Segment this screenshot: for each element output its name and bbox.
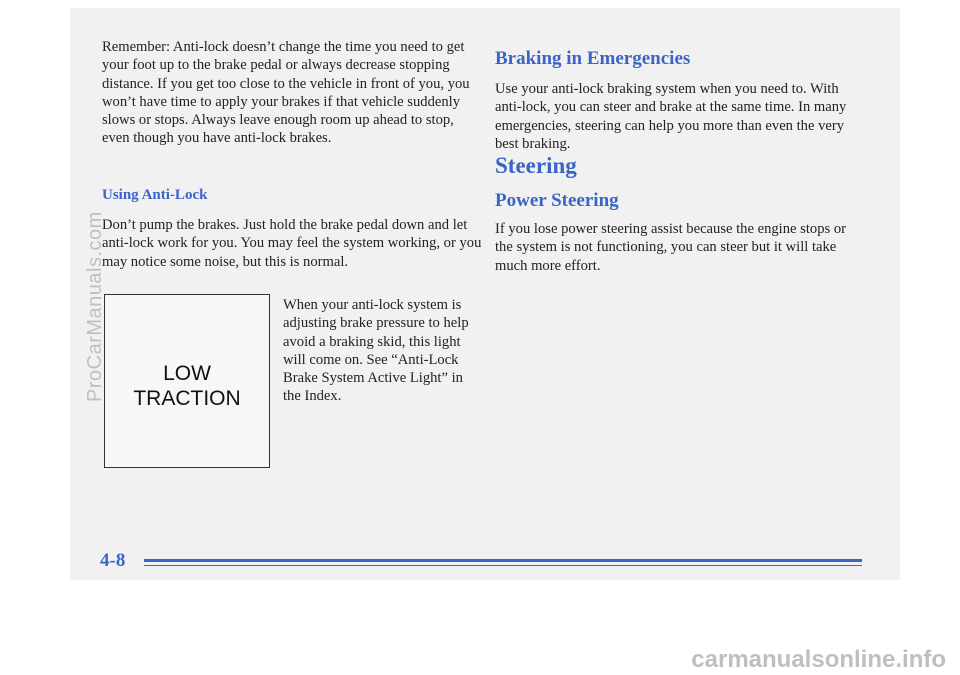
indicator-line-traction: TRACTION (133, 387, 241, 410)
steering-heading: Steering (495, 153, 577, 178)
low-traction-indicator-light (104, 294, 270, 468)
footer-rule (144, 559, 862, 562)
bottom-watermark: carmanualsonline.info (691, 646, 946, 673)
indicator-caption-paragraph: When your anti-lock system is adjusting brake pressure to help avoid a braking skid, this light will come on. See “Anti-Lock Brake System Active Light” in the Index. (283, 297, 469, 405)
indicator-line-low: LOW (163, 362, 211, 385)
manual-page (70, 8, 900, 580)
braking-in-emergencies-heading: Braking in Emergencies (495, 48, 691, 69)
low-traction-indicator-text (105, 361, 269, 411)
page-number: 4-8 (100, 550, 126, 571)
power-steering-heading: Power Steering (495, 190, 619, 211)
anti-lock-reminder-paragraph: Remember: Anti-lock doesn’t change the time you need to get your foot up to the brake pedal or always decrease stopping distance. If you get too close to the vehicle in front of you, you won’t have time to apply your brakes if that vehicle suddenly slows or stops. Always leave enough room up ahead to stop, even though you have anti-lock brakes. (102, 39, 470, 147)
braking-in-emergencies-paragraph: Use your anti-lock braking system when you need to. With anti-lock, you can steer and brake at the same time. In many emergencies, steering can help you more than even the very best braking. (495, 81, 847, 152)
using-anti-lock-subheading: Using Anti-Lock (102, 187, 208, 203)
footer-rule-thin (144, 565, 862, 566)
power-steering-paragraph: If you lose power steering assist because the engine stops or the system is not functioning, you can steer but it will take much more effort. (495, 221, 846, 274)
using-anti-lock-paragraph: Don’t pump the brakes. Just hold the brake pedal down and let anti-lock work for you. You may feel the system working, or you may notice some noise, but this is normal. (102, 217, 482, 270)
side-watermark: ProCarManuals.com (84, 211, 106, 402)
